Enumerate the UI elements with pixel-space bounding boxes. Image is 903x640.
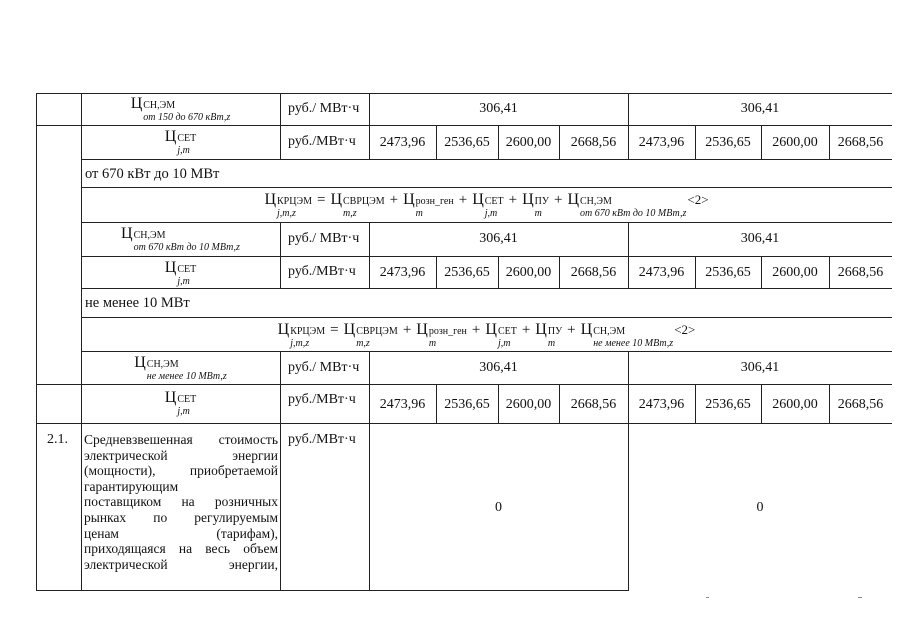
price-cell: 2536,65	[444, 135, 490, 150]
unit-label: руб./ МВт·ч	[288, 360, 360, 375]
price-cell: 2536,65	[444, 265, 490, 280]
price-cell: 2668,56	[837, 265, 884, 280]
price-cell: 2536,65	[705, 135, 751, 150]
price-cell: 2668,56	[570, 397, 617, 412]
price-cell: 2600,00	[772, 265, 818, 280]
unit-label: руб./ МВт·ч	[288, 101, 360, 116]
symbol-network-price: Ц СЕТ j,m	[164, 128, 197, 156]
price-cell: 2473,96	[379, 397, 426, 412]
description-line: приходящаяся на весь объем	[84, 541, 278, 557]
grid-line	[36, 590, 628, 591]
rate-value-left: 306,41	[479, 101, 518, 116]
unit-label: руб./МВт·ч	[288, 392, 356, 407]
row-number: 2.1.	[47, 432, 68, 447]
price-cell: 2668,56	[837, 397, 884, 412]
price-cell: 2473,96	[638, 135, 685, 150]
symbol-network-price: Ц СЕТ j,m	[164, 259, 197, 287]
price-cell: 2668,56	[837, 135, 884, 150]
formula-670-10: Ц КРЦЭМ j,m,z = Ц СВРЦЭМ m,z + Ц розн_ген m + Ц СЕТ j,m + Ц ПУ m + Ц СН,ЭМ от 670 кВт до 10 МВт,z <2>	[264, 191, 709, 219]
description-line: Средневзвешенная стоимость	[84, 432, 278, 447]
description-line: электрической энергии	[84, 447, 278, 463]
price-cell: 2473,96	[638, 397, 685, 412]
price-cell: 2536,65	[705, 397, 751, 412]
price-cell: 2473,96	[379, 135, 426, 150]
grid-line	[36, 423, 892, 424]
unit-label: руб./МВт·ч	[288, 134, 356, 149]
row-description	[84, 432, 278, 572]
section-heading: не менее 10 МВт	[85, 295, 190, 311]
price-cell: 2536,65	[444, 397, 490, 412]
grid-line	[81, 288, 892, 289]
grid-line	[36, 93, 892, 94]
grid-line	[81, 222, 892, 223]
grid-line	[36, 93, 37, 591]
grid-line	[280, 93, 281, 160]
description-line: рынках по регулируемым	[84, 509, 278, 525]
unit-label: руб./ МВт·ч	[288, 231, 360, 246]
price-cell: 2600,00	[505, 135, 552, 150]
price-cell: 2600,00	[505, 397, 552, 412]
description-line: поставщиком на розничных	[84, 494, 278, 510]
price-cell: 2536,65	[705, 265, 751, 280]
rate-value-left: 306,41	[479, 231, 518, 246]
unit-label: руб./МВт·ч	[288, 264, 356, 279]
price-cell: 2600,00	[772, 135, 818, 150]
grid-line	[280, 222, 281, 289]
symbol-network-price: Ц СЕТ j,m	[164, 389, 197, 417]
symbol-rate-10plus: Ц СН,ЭМ не менее 10 МВт,z	[134, 354, 227, 382]
unit-label: руб./МВт·ч	[288, 432, 356, 447]
value-left: 0	[495, 500, 502, 515]
grid-line	[81, 256, 892, 257]
rate-value-right: 306,41	[740, 231, 780, 246]
grid-line	[81, 187, 892, 188]
description-line: гарантирующим	[84, 478, 179, 494]
grid-line	[280, 351, 281, 591]
price-cell: 2473,96	[379, 265, 426, 280]
price-cell: 2473,96	[638, 265, 685, 280]
grid-line	[81, 317, 892, 318]
description-line: (мощности), приобретаемой	[84, 463, 278, 479]
rate-value-left: 306,41	[479, 360, 518, 375]
description-line: ценам (тарифам),	[84, 525, 278, 541]
price-cell: 2668,56	[570, 265, 617, 280]
rate-value-right: 306,41	[740, 101, 780, 116]
grid-line	[36, 125, 892, 126]
grid-line	[36, 384, 892, 385]
footnote-ref: <2>	[674, 322, 696, 337]
section-heading: от 670 кВт до 10 МВт	[85, 166, 220, 182]
grid-line	[81, 159, 892, 160]
symbol-rate-670-10: Ц СН,ЭМ от 670 кВт до 10 МВт,z	[121, 225, 240, 253]
rate-value-right: 306,41	[740, 360, 780, 375]
grid-line	[369, 351, 370, 591]
value-right: 0	[756, 500, 764, 515]
description-line: электрической энергии,	[84, 556, 278, 572]
symbol-rate-150-670: Ц СН,ЭМ от 150 до 670 кВт,z	[130, 95, 231, 123]
price-cell: 2600,00	[772, 397, 818, 412]
scan-mark	[706, 597, 709, 598]
footnote-ref: <2>	[687, 192, 709, 207]
formula-10plus: Ц КРЦЭМ j,m,z = Ц СВРЦЭМ m,z + Ц розн_ген m + Ц СЕТ j,m + Ц ПУ m + Ц СН,ЭМ не менее 10 МВт,z <2>	[277, 321, 696, 349]
price-cell: 2600,00	[505, 265, 552, 280]
grid-line	[81, 351, 892, 352]
scan-mark	[858, 597, 862, 598]
price-cell: 2668,56	[570, 135, 617, 150]
grid-line	[628, 351, 629, 591]
